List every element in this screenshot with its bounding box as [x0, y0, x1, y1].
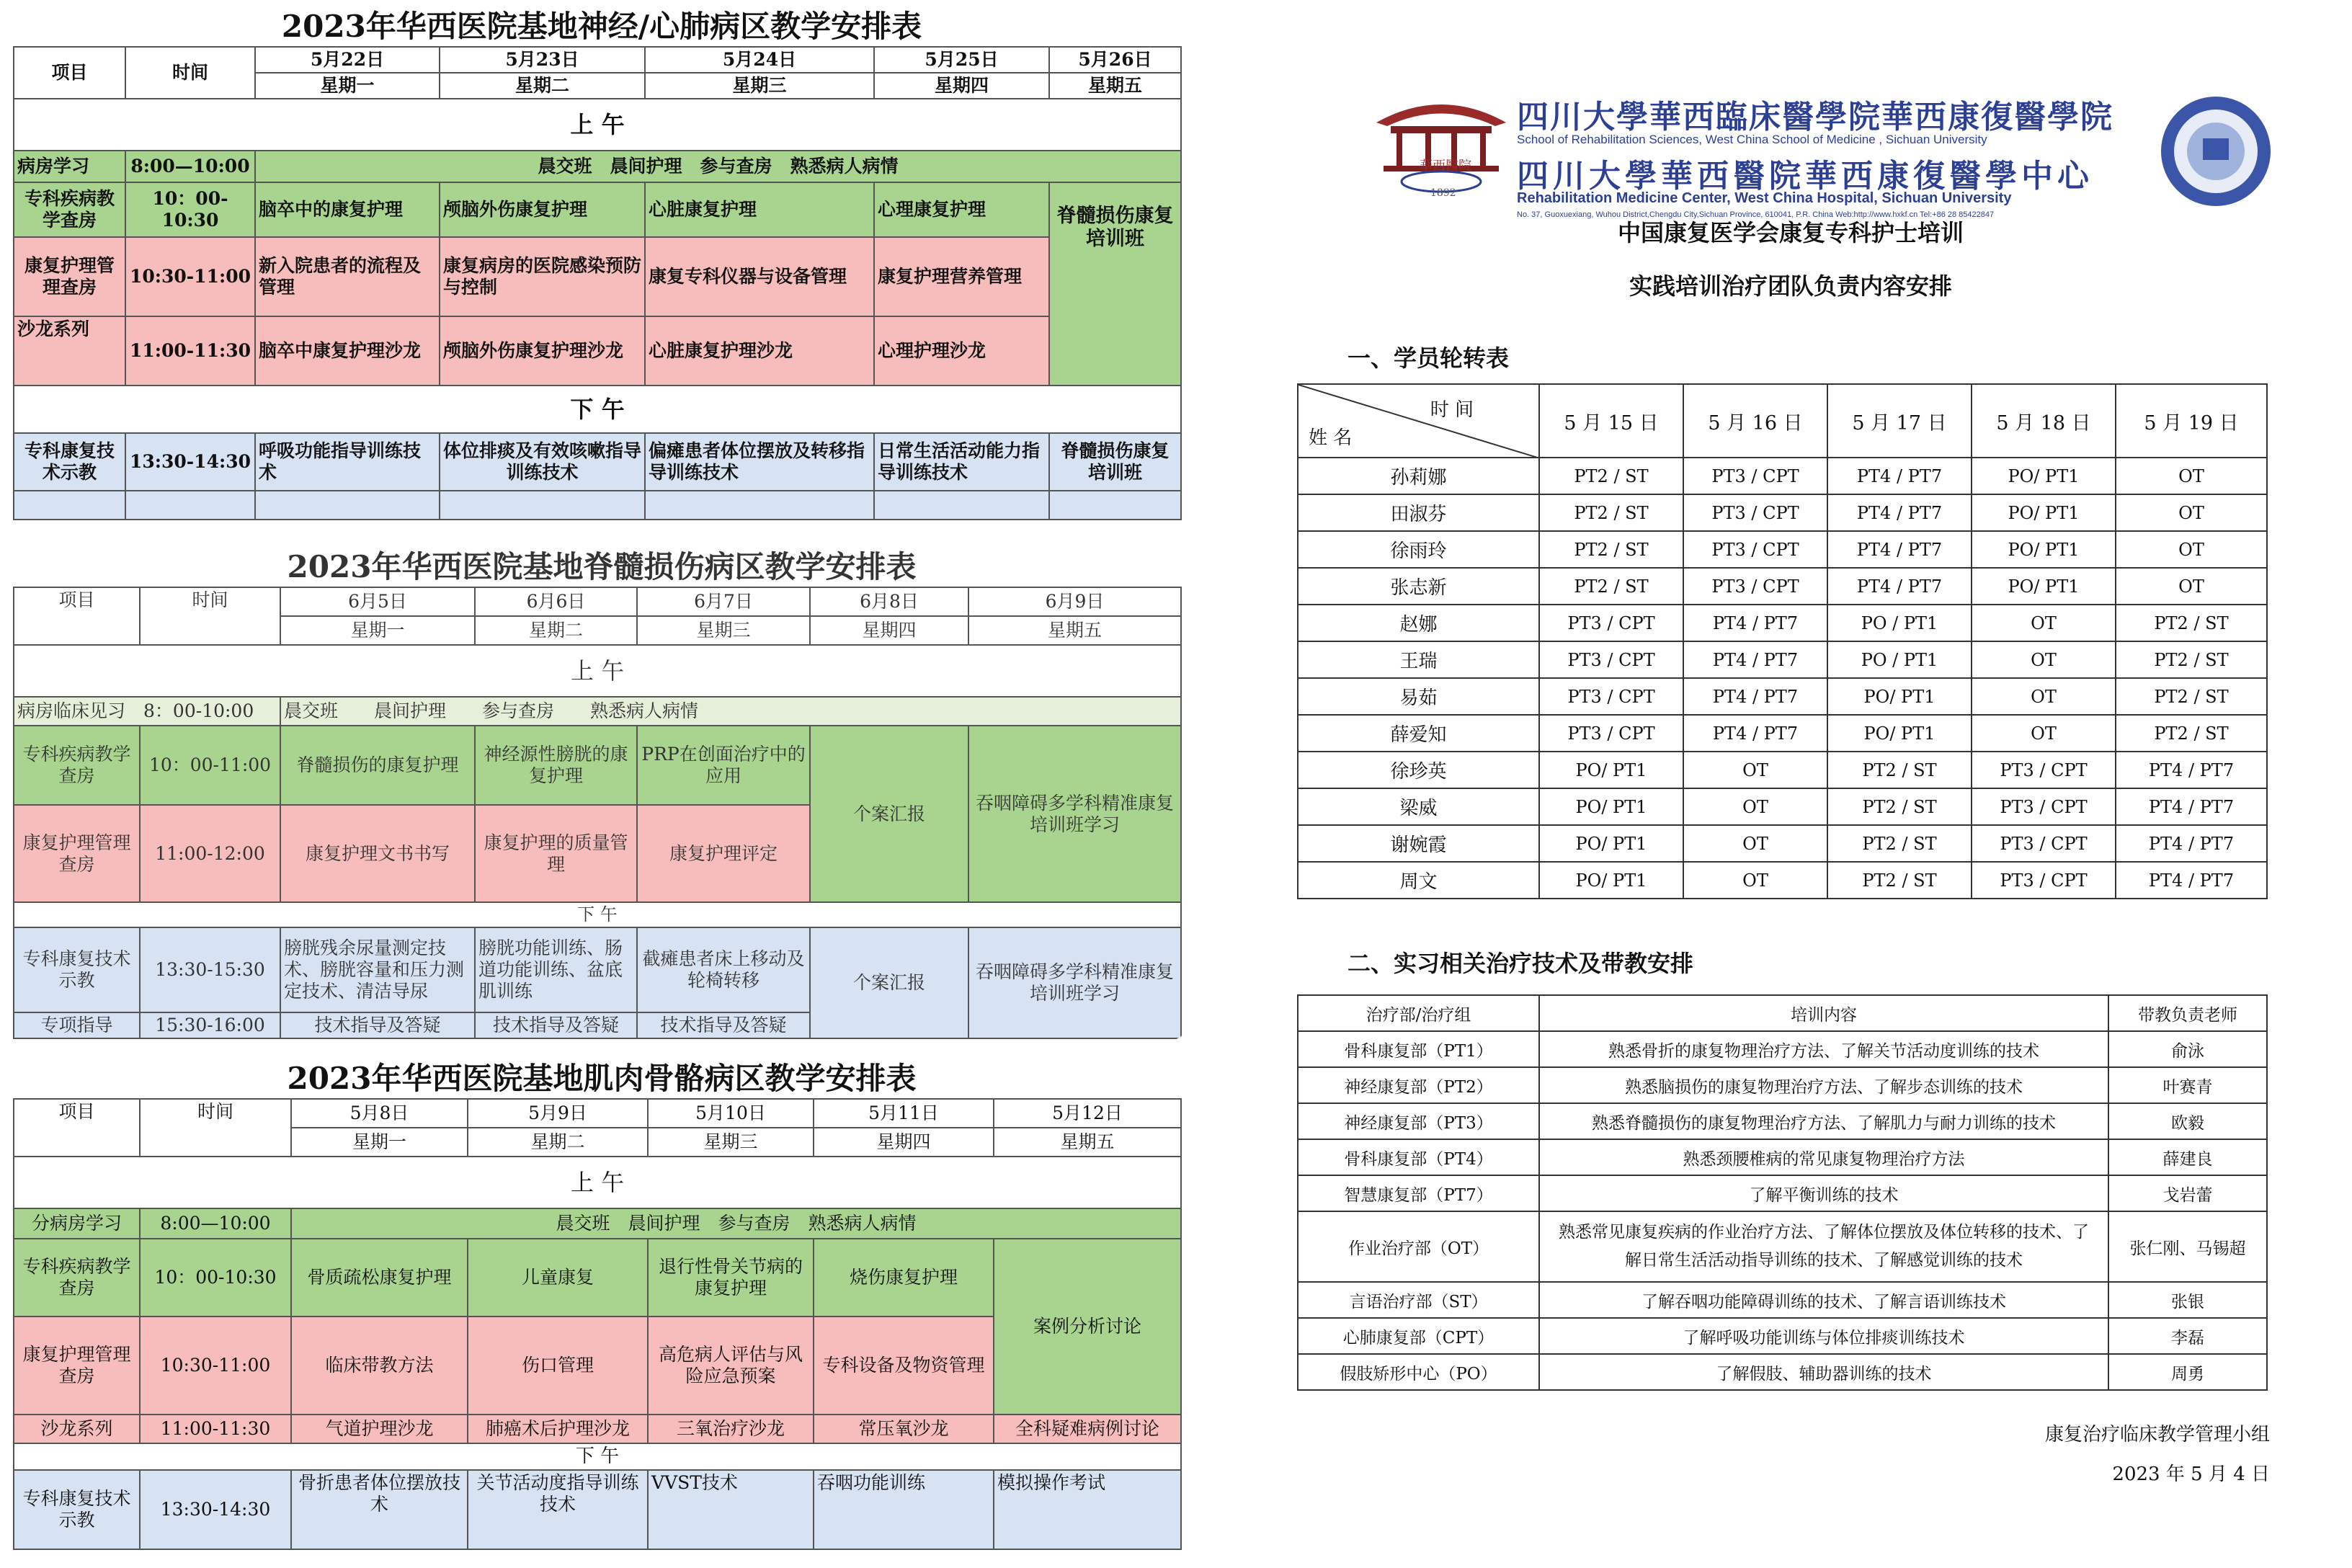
cell: 伤口管理	[468, 1317, 648, 1415]
rotation-cell: PT2 / ST	[2116, 641, 2267, 678]
rotation-cell: OT	[1683, 752, 1827, 788]
row-item: 专科疾病教学查房	[14, 182, 125, 237]
thursday-cell: 个案汇报	[810, 726, 968, 902]
header-dept: 治疗部/治疗组	[1298, 995, 1539, 1031]
student-name: 赵娜	[1298, 605, 1539, 641]
cell: 常压氧沙龙	[814, 1415, 994, 1443]
row-item: 沙龙系列	[14, 316, 125, 386]
header-date: 5月12日	[994, 1099, 1181, 1128]
cell: 技术指导及答疑	[475, 1012, 637, 1038]
rotation-cell: PO/ PT1	[1539, 752, 1683, 788]
rotation-cell: PT4 / PT7	[2116, 862, 2267, 899]
cell: 三氧治疗沙龙	[648, 1415, 814, 1443]
rotation-row	[1298, 678, 2267, 715]
cell: 脑卒中康复护理沙龙	[255, 316, 440, 386]
teacher: 薛建良	[2108, 1139, 2267, 1175]
rotation-row	[1298, 494, 2267, 531]
row-time: 13:30-14:30	[140, 1470, 291, 1549]
cell: 康复专科仪器与设备管理	[645, 237, 874, 316]
friday-cell: 案例分析讨论	[994, 1239, 1181, 1415]
rotation-cell: PT4 / PT7	[1827, 458, 1972, 494]
row-item: 康复护理管理查房	[14, 1317, 140, 1415]
cell: 技术指导及答疑	[280, 1012, 475, 1038]
training-content: 熟悉骨折的康复物理治疗方法、了解关节活动度训练的技术	[1539, 1031, 2108, 1067]
training-content: 熟悉脊髓损伤的康复物理治疗方法、了解肌力与耐力训练的技术	[1539, 1103, 2108, 1139]
row-time: 15:30-16:00	[140, 1012, 280, 1038]
cell: 日常生活活动能力指导训练技术	[874, 433, 1049, 491]
header-item: 项目	[14, 1099, 140, 1157]
row-time: 11:00-11:30	[125, 316, 255, 386]
rotation-cell: PT3 / CPT	[1972, 825, 2116, 862]
rotation-cell: OT	[1972, 641, 2116, 678]
ward-activities: 晨交班 晨间护理 参与查房 熟悉病人病情	[280, 697, 1181, 726]
seal-icon	[2158, 94, 2273, 209]
header-weekday: 星期四	[810, 616, 968, 645]
cell: 吞咽功能训练	[814, 1470, 994, 1549]
thursday-cell: 个案汇报	[810, 927, 968, 1038]
rotation-cell: PT3 / CPT	[1683, 531, 1827, 568]
rotation-cell: PT2 / ST	[1827, 752, 1972, 788]
rotation-row	[1298, 568, 2267, 605]
rotation-cell: OT	[1683, 825, 1827, 862]
spinal-schedule-panel	[0, 540, 1203, 1045]
row-time: 10:30-11:00	[140, 1317, 291, 1415]
rotation-cell: OT	[2116, 568, 2267, 605]
row-item: 沙龙系列	[14, 1415, 140, 1443]
rotation-cell: OT	[1683, 788, 1827, 825]
header-date: 5月10日	[648, 1099, 814, 1128]
rotation-cell: OT	[1683, 862, 1827, 899]
teacher: 戈岩蕾	[2108, 1175, 2267, 1211]
teacher: 叶赛青	[2108, 1067, 2267, 1103]
rotation-row	[1298, 825, 2267, 862]
rotation-cell: PT2 / ST	[1539, 568, 1683, 605]
rotation-cell: PT3 / CPT	[1539, 678, 1683, 715]
header-weekday: 星期四	[874, 73, 1049, 99]
header-date: 5月25日	[874, 47, 1049, 73]
rotation-row	[1298, 641, 2267, 678]
cell: 模拟操作考试	[994, 1470, 1181, 1549]
cell: PRP在创面治疗中的应用	[637, 726, 810, 805]
teaching-row	[1298, 1067, 2267, 1103]
cell: 康复护理文书书写	[280, 805, 475, 902]
rotation-row	[1298, 458, 2267, 494]
rotation-cell: PT2 / ST	[1539, 494, 1683, 531]
row-time: 13:30-14:30	[125, 433, 255, 491]
header-date: 6月6日	[475, 587, 637, 616]
cell: 脊髓损伤的康复护理	[280, 726, 475, 805]
header-weekday: 星期一	[280, 616, 475, 645]
teacher: 俞泳	[2108, 1031, 2267, 1067]
student-name: 薛爱知	[1298, 715, 1539, 752]
header-weekday: 星期二	[440, 73, 645, 99]
rotation-cell: PT2 / ST	[2116, 605, 2267, 641]
training-content: 熟悉常见康复疾病的作业治疗方法、了解体位摆放及体位转移的技术、了解日常生活活动指导训练的技术、了解感觉训练的技术	[1539, 1211, 2108, 1282]
rotation-cell: PT4 / PT7	[2116, 825, 2267, 862]
cell: 肺癌术后护理沙龙	[468, 1415, 648, 1443]
rotation-cell: OT	[1972, 605, 2116, 641]
rotation-cell: PO/ PT1	[1972, 494, 2116, 531]
cell: 临床带教方法	[291, 1317, 468, 1415]
row-time: 10：00-10:30	[125, 182, 255, 237]
cell: 新入院患者的流程及管理	[255, 237, 440, 316]
signature-group: 康复治疗临床教学管理小组	[2044, 1424, 2270, 1446]
cell: 脑卒中的康复护理	[255, 182, 440, 237]
header-date: 5月11日	[814, 1099, 994, 1128]
rotation-cell: PT2 / ST	[2116, 678, 2267, 715]
pm-label: 下 午	[14, 902, 1181, 927]
row-time: 8:00—10:00	[125, 151, 255, 182]
header-weekday: 星期三	[648, 1128, 814, 1157]
teacher: 欧毅	[2108, 1103, 2267, 1139]
header-date: 5月8日	[291, 1099, 468, 1128]
teaching-row	[1298, 1211, 2267, 1282]
cell: 康复护理评定	[637, 805, 810, 902]
header-teacher: 带教负责老师	[2108, 995, 2267, 1031]
cell: 康复病房的医院感染预防与控制	[440, 237, 645, 316]
row-time: 8:00—10:00	[140, 1208, 291, 1239]
header-date: 6月9日	[968, 587, 1181, 616]
header-time: 时间	[140, 587, 280, 645]
rotation-cell: PT4 / PT7	[1683, 678, 1827, 715]
row-item: 分病房学习	[14, 1208, 140, 1239]
rotation-cell: OT	[2116, 458, 2267, 494]
row-item: 病房临床见习	[17, 700, 126, 721]
am-label: 上 午	[14, 645, 1181, 697]
cell: 呼吸功能指导训练技术	[255, 433, 440, 491]
cell: 颅脑外伤康复护理沙龙	[440, 316, 645, 386]
row-item: 专科康复技术示教	[14, 433, 125, 491]
header-date: 5月22日	[255, 47, 440, 73]
rotation-cell: PO/ PT1	[1972, 458, 2116, 494]
header-date: 5月23日	[440, 47, 645, 73]
am-label: 上 午	[14, 1157, 1181, 1208]
row-item: 专科康复技术示教	[14, 927, 140, 1012]
header-item: 项目	[14, 587, 140, 645]
row-item: 病房学习	[14, 151, 125, 182]
department: 作业治疗部（OT）	[1298, 1211, 1539, 1282]
department: 骨科康复部（PT4）	[1298, 1139, 1539, 1175]
rotation-row	[1298, 531, 2267, 568]
student-name: 梁威	[1298, 788, 1539, 825]
rotation-cell: OT	[2116, 531, 2267, 568]
institution-cn-2: 四川大學華西醫院華西康復醫學中心	[1517, 158, 2093, 195]
friday-am-cell: 脊髓损伤康复培训班	[1049, 182, 1181, 386]
rotation-cell: PT3 / CPT	[1539, 605, 1683, 641]
row-time: 11:00-12:00	[140, 805, 280, 902]
am-label: 上 午	[14, 99, 1181, 151]
cell: 偏瘫患者体位摆放及转移指导训练技术	[645, 433, 874, 491]
row-item: 专科康复技术示教	[14, 1470, 140, 1549]
row-item: 康复护理管理查房	[14, 237, 125, 316]
rotation-cell: PT2 / ST	[1539, 458, 1683, 494]
rotation-row	[1298, 752, 2267, 788]
rotation-cell: PO / PT1	[1827, 605, 1972, 641]
rotation-cell: PO/ PT1	[1827, 715, 1972, 752]
cell: 专科设备及物资管理	[814, 1317, 994, 1415]
rotation-cell: OT	[2116, 494, 2267, 531]
cell: 康复护理营养管理	[874, 237, 1049, 316]
header-weekday: 星期五	[994, 1128, 1181, 1157]
department: 言语治疗部（ST）	[1298, 1282, 1539, 1318]
friday-cell: 吞咽障碍多学科精准康复培训班学习	[968, 726, 1181, 902]
header-date: 6月5日	[280, 587, 475, 616]
teaching-row	[1298, 1031, 2267, 1067]
cell: 康复护理的质量管理	[475, 805, 637, 902]
teaching-row	[1298, 1318, 2267, 1354]
row-time: 13:30-15:30	[140, 927, 280, 1012]
teacher: 张银	[2108, 1282, 2267, 1318]
row-item: 专项指导	[14, 1012, 140, 1038]
header-weekday: 星期一	[291, 1128, 468, 1157]
student-name: 徐珍英	[1298, 752, 1539, 788]
header-day: 5 月 16 日	[1683, 384, 1827, 458]
rotation-cell: PO/ PT1	[1972, 568, 2116, 605]
student-name: 张志新	[1298, 568, 1539, 605]
rotation-row	[1298, 605, 2267, 641]
training-content: 熟悉脑损伤的康复物理治疗方法、了解步态训练的技术	[1539, 1067, 2108, 1103]
cell: 体位排痰及有效咳嗽指导训练技术	[440, 433, 645, 491]
rotation-cell: PO/ PT1	[1827, 678, 1972, 715]
student-name: 易茹	[1298, 678, 1539, 715]
rotation-cell: PO/ PT1	[1539, 862, 1683, 899]
rotation-cell: PT4 / PT7	[1683, 605, 1827, 641]
cell: 神经源性膀胱的康复护理	[475, 726, 637, 805]
cell: 膀胱残余尿量测定技术、膀胱容量和压力测定技术、清洁导尿	[280, 927, 475, 1012]
rotation-cell: PT4 / PT7	[1827, 568, 1972, 605]
neuro-table	[13, 46, 1182, 520]
rotation-cell: PO/ PT1	[1539, 825, 1683, 862]
cell: 技术指导及答疑	[637, 1012, 810, 1038]
student-name: 王瑞	[1298, 641, 1539, 678]
friday-cell: 吞咽障碍多学科精准康复培训班学习	[968, 927, 1181, 1038]
row-item: 康复护理管理查房	[14, 805, 140, 902]
ward-activities: 晨交班 晨间护理 参与查房 熟悉病人病情	[255, 151, 1181, 182]
institution-cn-1: 四川大學華西臨床醫學院華西康復醫學院	[1517, 99, 2113, 135]
rotation-cell: PT4 / PT7	[2116, 752, 2267, 788]
header-content: 培训内容	[1539, 995, 2108, 1031]
header-weekday: 星期一	[255, 73, 440, 99]
row-time: 11:00-11:30	[140, 1415, 291, 1443]
spinal-table	[13, 587, 1182, 1039]
rotation-cell: PT3 / CPT	[1539, 715, 1683, 752]
rotation-cell: OT	[1972, 715, 2116, 752]
cell: 心脏康复护理	[645, 182, 874, 237]
cell: 退行性骨关节病的康复护理	[648, 1239, 814, 1317]
header-time: 时间	[125, 47, 255, 99]
cell: 心脏康复护理沙龙	[645, 316, 874, 386]
header-date: 5月26日	[1049, 47, 1181, 73]
pavilion-logo	[1369, 86, 1513, 195]
rotation-cell: PO/ PT1	[1539, 788, 1683, 825]
header-item: 项目	[14, 47, 125, 99]
training-content: 了解假肢、辅助器训练的技术	[1539, 1354, 2108, 1390]
diagonal-header	[1298, 384, 1539, 458]
cell: 气道护理沙龙	[291, 1415, 468, 1443]
cell: 膀胱功能训练、肠道功能训练、盆底肌训练	[475, 927, 637, 1012]
teaching-row	[1298, 1103, 2267, 1139]
neuro-schedule-panel	[0, 0, 1203, 530]
teacher: 张仁刚、马锡超	[2108, 1211, 2267, 1282]
muscle-schedule-panel	[0, 1054, 1203, 1565]
institution-en-2: Rehabilitation Medicine Center, West China Hospital, Sichuan University	[1517, 190, 2012, 206]
cell: 骨质疏松康复护理	[291, 1239, 468, 1317]
rotation-cell: PT3 / CPT	[1683, 568, 1827, 605]
cell: 儿童康复	[468, 1239, 648, 1317]
rotation-cell: PT4 / PT7	[1827, 531, 1972, 568]
header-day: 5 月 15 日	[1539, 384, 1683, 458]
rotation-cell: PT2 / ST	[1827, 862, 1972, 899]
student-name: 孙莉娜	[1298, 458, 1539, 494]
rotation-cell: PT4 / PT7	[2116, 788, 2267, 825]
rotation-cell: PT3 / CPT	[1972, 862, 2116, 899]
cell: 全科疑难病例讨论	[994, 1415, 1181, 1443]
header-weekday: 星期五	[1049, 73, 1181, 99]
rotation-cell: PO/ PT1	[1972, 531, 2116, 568]
teaching-row	[1298, 1354, 2267, 1390]
header-weekday: 星期二	[468, 1128, 648, 1157]
cell: 截瘫患者床上移动及轮椅转移	[637, 927, 810, 1012]
teacher: 周勇	[2108, 1354, 2267, 1390]
department: 神经康复部（PT2）	[1298, 1067, 1539, 1103]
rotation-cell: PT2 / ST	[1827, 788, 1972, 825]
ward-row-label	[14, 697, 280, 726]
cell: 骨折患者体位摆放技术	[291, 1470, 468, 1549]
cell: 烧伤康复护理	[814, 1239, 994, 1317]
header-weekday: 星期五	[968, 616, 1181, 645]
header-day: 5 月 19 日	[2116, 384, 2267, 458]
training-content: 了解平衡训练的技术	[1539, 1175, 2108, 1211]
student-name: 田淑芬	[1298, 494, 1539, 531]
header-weekday: 星期三	[637, 616, 810, 645]
rotation-row	[1298, 715, 2267, 752]
department: 智慧康复部（PT7）	[1298, 1175, 1539, 1211]
rotation-cell: PT4 / PT7	[1827, 494, 1972, 531]
teaching-row	[1298, 1139, 2267, 1175]
muscle-table	[13, 1098, 1182, 1550]
spinal-title: 2023年华西医院基地脊髓损伤病区教学安排表	[287, 549, 917, 584]
header-weekday: 星期三	[645, 73, 874, 99]
header-time: 时间	[140, 1099, 291, 1157]
header-date: 5月9日	[468, 1099, 648, 1128]
rotation-cell: PO / PT1	[1827, 641, 1972, 678]
row-time: 10：00-11:00	[140, 726, 280, 805]
student-name: 徐雨玲	[1298, 531, 1539, 568]
rotation-cell: PT4 / PT7	[1683, 641, 1827, 678]
neuro-title: 2023年华西医院基地神经/心肺病区教学安排表	[281, 9, 922, 44]
training-content: 了解呼吸功能训练与体位排痰训练技术	[1539, 1318, 2108, 1354]
teacher: 李磊	[2108, 1318, 2267, 1354]
signature-date: 2023 年 5 月 4 日	[2112, 1464, 2270, 1485]
row-item: 专科疾病教学查房	[14, 1239, 140, 1317]
rotation-cell: PT3 / CPT	[1683, 494, 1827, 531]
header-name: 姓 名	[1309, 427, 1353, 449]
rotation-cell: PT2 / ST	[1539, 531, 1683, 568]
header-date: 5月24日	[645, 47, 874, 73]
doc-title-1: 中国康复医学会康复专科护士培训	[1617, 219, 1964, 246]
rotation-cell: PT3 / CPT	[1972, 752, 2116, 788]
cell: 心理护理沙龙	[874, 316, 1049, 386]
header-weekday: 星期四	[814, 1128, 994, 1157]
training-content: 熟悉颈腰椎病的常见康复物理治疗方法	[1539, 1139, 2108, 1175]
teaching-row	[1298, 1175, 2267, 1211]
logo-text: 華西醫院	[1420, 159, 1471, 174]
teaching-table	[1297, 994, 2268, 1391]
student-name: 谢婉霞	[1298, 825, 1539, 862]
rotation-table	[1297, 383, 2268, 899]
department: 神经康复部（PT3）	[1298, 1103, 1539, 1139]
row-time: 8：00-10:00	[143, 700, 254, 721]
section-1-heading: 一、学员轮转表	[1348, 344, 1510, 372]
cell: 心理康复护理	[874, 182, 1049, 237]
cell: 颅脑外伤康复护理	[440, 182, 645, 237]
rotation-row	[1298, 862, 2267, 899]
address-line: No. 37, Guoxuexiang, Wuhou District,Chengdu City,Sichuan Province, 610041, P.R. China Web:http://www.hxkf.cn Tel:+86 28 85422847	[1517, 210, 1995, 219]
header-date: 6月7日	[637, 587, 810, 616]
student-name: 周文	[1298, 862, 1539, 899]
logo-year: 1892	[1430, 187, 1456, 199]
department: 骨科康复部（PT1）	[1298, 1031, 1539, 1067]
pm-label: 下 午	[14, 1443, 1181, 1470]
section-2-heading: 二、实习相关治疗技术及带教安排	[1348, 950, 1694, 977]
rotation-cell: PT4 / PT7	[1683, 715, 1827, 752]
muscle-title: 2023年华西医院基地肌肉骨骼病区教学安排表	[287, 1061, 917, 1096]
rotation-cell: PT2 / ST	[1827, 825, 1972, 862]
rotation-row	[1298, 788, 2267, 825]
ward-activities: 晨交班 晨间护理 参与查房 熟悉病人病情	[291, 1208, 1181, 1239]
rotation-cell: PT3 / CPT	[1683, 458, 1827, 494]
row-item: 专科疾病教学查房	[14, 726, 140, 805]
rotation-cell: PT3 / CPT	[1539, 641, 1683, 678]
doc-title-2: 实践培训治疗团队负责内容安排	[1629, 272, 1952, 300]
header-day: 5 月 17 日	[1827, 384, 1972, 458]
rotation-cell: PT3 / CPT	[1972, 788, 2116, 825]
cell: 关节活动度指导训练技术	[468, 1470, 648, 1549]
header-date: 6月8日	[810, 587, 968, 616]
institution-en-1: School of Rehabilitation Sciences, West China School of Medicine , Sichuan University	[1517, 133, 1987, 146]
rotation-cell: PT2 / ST	[2116, 715, 2267, 752]
pm-label: 下 午	[14, 386, 1181, 433]
friday-pm-cell: 脊髓损伤康复培训班	[1049, 433, 1181, 491]
training-content: 了解吞咽功能障碍训练的技术、了解言语训练技术	[1539, 1282, 2108, 1318]
header-time: 时 间	[1430, 399, 1474, 421]
row-time: 10:30-11:00	[125, 237, 255, 316]
rotation-cell: OT	[1972, 678, 2116, 715]
header-weekday: 星期二	[475, 616, 637, 645]
department: 假肢矫形中心（PO）	[1298, 1354, 1539, 1390]
cell: 高危病人评估与风险应急预案	[648, 1317, 814, 1415]
header-day: 5 月 18 日	[1972, 384, 2116, 458]
training-document	[1290, 65, 2291, 1506]
row-time: 10：00-10:30	[140, 1239, 291, 1317]
department: 心肺康复部（CPT）	[1298, 1318, 1539, 1354]
cell: VVST技术	[648, 1470, 814, 1549]
teaching-row	[1298, 1282, 2267, 1318]
